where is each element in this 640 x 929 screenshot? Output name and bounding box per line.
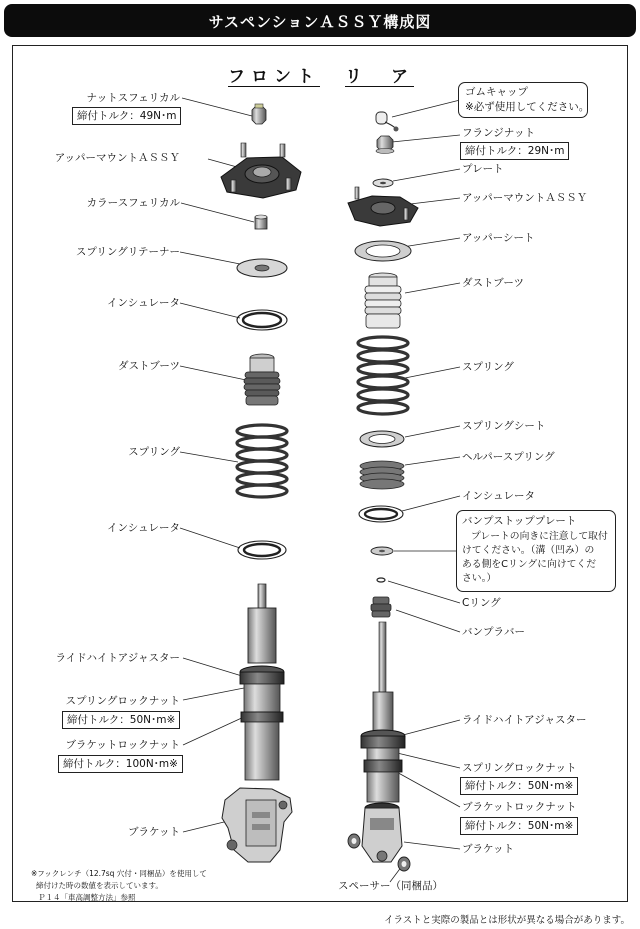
rear-damper-part	[361, 622, 405, 802]
front-spring-lock-torque-box: 締付トルク：50N･m※	[62, 711, 180, 729]
rear-upper-mount-part	[348, 187, 418, 226]
bump-stop-plate-callout	[456, 510, 616, 592]
helper-spring-part	[360, 461, 404, 489]
front-damper-part	[240, 584, 284, 780]
front-bracket-label: ブラケット	[128, 826, 180, 838]
rear-plate-part	[373, 179, 393, 187]
bump-note-line-2: けてください。（溝（凹み）の	[462, 545, 595, 556]
c-ring-label: Cリング	[462, 597, 501, 609]
bump-stop-plate-part	[371, 547, 393, 555]
front-dust-boot-part	[244, 354, 280, 405]
plate-label: プレート	[462, 163, 504, 175]
collar-spherical-part	[255, 215, 267, 229]
bump-rubber-part	[371, 597, 391, 617]
bump-note-line-4: さい。）	[462, 573, 497, 584]
front-insulator-2-label: インシュレータ	[106, 522, 180, 534]
front-collar-label: カラースフェリカル	[86, 197, 180, 209]
page-title: サスペンションＡＳＳＹ構成図	[208, 13, 432, 31]
rubber-cap-callout	[458, 82, 588, 118]
bump-stop-plate-label: バンプストッププレート	[462, 515, 577, 527]
rear-dust-boot-label: ダストブーツ	[462, 277, 524, 289]
front-retainer-label: スプリングリテーナー	[75, 246, 180, 258]
footnote-line-3: Ｐ１４「車高調整方法」参照	[38, 893, 136, 902]
bump-rubber-label: バンプラバー	[462, 626, 525, 638]
rear-spring-label: スプリング	[462, 361, 514, 373]
front-spring-label: スプリング	[128, 446, 180, 458]
front-insulator-1-label: インシュレータ	[106, 297, 180, 309]
rear-spring-part	[358, 337, 408, 414]
front-spring-part	[237, 425, 287, 497]
rubber-cap-label: ゴムキャップ	[465, 86, 528, 98]
disclaimer-text: イラストと実際の製品とは形状が異なる場合があります。	[384, 915, 630, 926]
footnote-line-2: 締付けた時の数値を表示しています。	[36, 881, 163, 890]
rear-bracket-lock-torque-box: 締付トルク：50N･m※	[460, 817, 578, 835]
spacer-label: スペーサー（同梱品）	[338, 880, 443, 892]
front-bracket-part	[222, 788, 292, 862]
flange-nut-part	[376, 136, 394, 154]
rear-bracket-part	[362, 803, 402, 862]
rubber-cap-part	[376, 112, 399, 132]
front-bracket-lock-torque-box: 締付トルク：100N･m※	[58, 755, 183, 773]
spring-seat-label: スプリングシート	[462, 420, 546, 432]
front-ride-height-label: ライドハイトアジャスター	[55, 652, 180, 664]
nut-spherical-part	[252, 104, 266, 124]
rear-insulator-label: インシュレータ	[462, 490, 536, 502]
helper-spring-label: ヘルパースプリング	[462, 451, 555, 463]
rear-upper-mount-label: アッパーマウントＡＳＳＹ	[462, 192, 588, 204]
rear-insulator-part	[359, 506, 403, 522]
bump-note-line-1: プレートの向きに注意して取付	[471, 531, 608, 542]
rear-parts	[348, 112, 418, 871]
front-upper-mount-label: アッパーマウントＡＳＳＹ	[54, 152, 180, 164]
rear-spring-lock-label: スプリングロックナット	[462, 762, 577, 774]
footnote-line-1: ※フックレンチ（12.7sq 穴付・同梱品）を使用して	[31, 869, 207, 878]
flange-nut-torque-box: 締付トルク：29N･m	[460, 142, 569, 160]
front-spring-lock-label: スプリングロックナット	[65, 695, 180, 707]
rear-bracket-label: ブラケット	[462, 843, 514, 855]
front-bracket-lock-label: ブラケットロックナット	[65, 739, 180, 751]
spring-retainer-part	[237, 259, 287, 277]
upper-seat-label: アッパーシート	[462, 232, 535, 244]
insulator-front-2-part	[238, 541, 286, 559]
front-column-heading: フロント	[228, 67, 320, 87]
upper-seat-part	[355, 241, 411, 261]
front-nut-torque-box: 締付トルク：49N･m	[72, 107, 181, 125]
spring-seat-part	[360, 431, 404, 447]
rear-spring-lock-torque-box: 締付トルク：50N･m※	[460, 777, 578, 795]
rear-bracket-lock-label: ブラケットロックナット	[462, 801, 577, 813]
flange-nut-label: フランジナット	[462, 127, 536, 139]
rear-ride-height-label: ライドハイトアジャスター	[462, 714, 587, 726]
c-ring-part	[377, 578, 385, 582]
insulator-front-1-part	[237, 310, 287, 330]
rubber-cap-note: ※必ず使用してください。	[465, 101, 590, 113]
rear-column-heading: リ ア	[345, 67, 414, 87]
front-dust-boot-label: ダストブーツ	[118, 360, 180, 372]
bump-note-line-3: ある側をCリングに向けてくだ	[462, 559, 597, 570]
front-upper-mount-part	[221, 143, 301, 198]
front-nut-label: ナットスフェリカル	[86, 92, 180, 104]
rear-dust-boot-part	[365, 273, 401, 328]
front-parts	[221, 104, 301, 862]
